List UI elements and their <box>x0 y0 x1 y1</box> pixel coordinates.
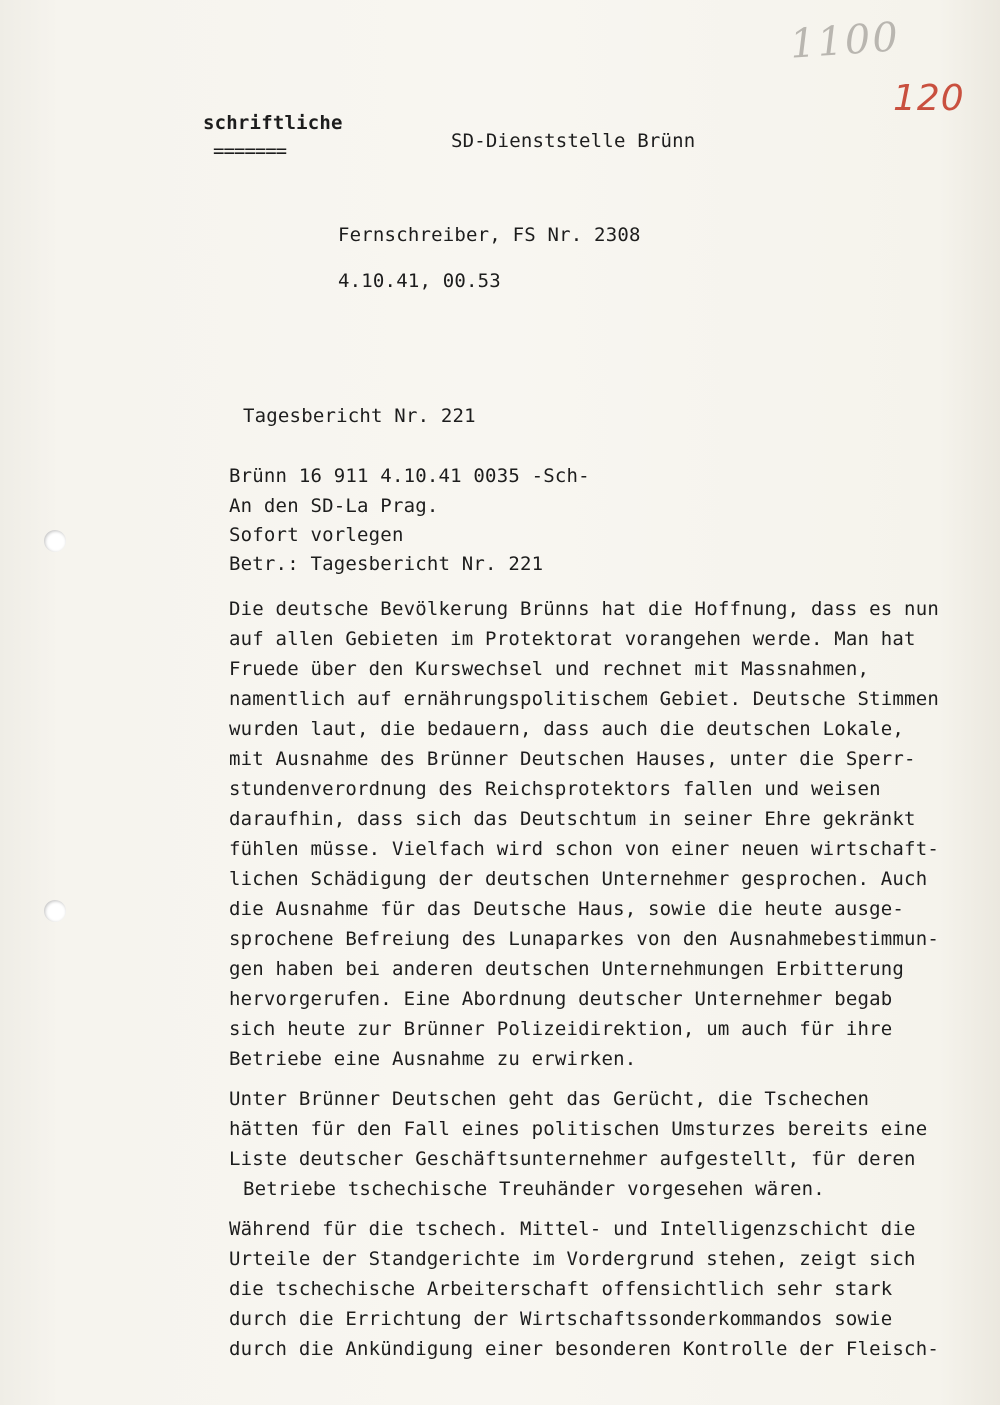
body-line: hätten für den Fall eines politischen Umsturzes bereits eine <box>229 1118 928 1140</box>
telex-datetime: 4.10.41, 00.53 <box>338 270 501 292</box>
body-line: durch die Ankündigung einer besonderen Kontrolle der Fleisch- <box>229 1338 939 1360</box>
body-line: Liste deutscher Geschäftsunternehmer aufgestellt, für deren <box>229 1148 916 1170</box>
routing-line: Brünn 16 911 4.10.41 0035 -Sch- <box>229 465 590 487</box>
routing-line: Sofort vorlegen <box>229 524 404 546</box>
body-line: daraufhin, dass sich das Deutschtum in seiner Ehre gekränkt <box>229 808 916 830</box>
body-line: fühlen müsse. Vielfach wird schon von einer neuen wirtschaft- <box>229 838 939 860</box>
body-line: auf allen Gebieten im Protektorat vorangehen werde. Man hat <box>229 628 916 650</box>
report-title: Tagesbericht Nr. 221 <box>243 405 476 427</box>
body-line: namentlich auf ernährungspolitischem Gebiet. Deutsche Stimmen <box>229 688 939 710</box>
body-line: die Ausnahme für das Deutsche Haus, sowie die heute ausge- <box>229 898 905 920</box>
header-label: schriftliche <box>203 112 343 134</box>
page-number: 120 <box>893 78 965 119</box>
body-line: die tschechische Arbeiterschaft offensichtlich sehr stark <box>229 1278 893 1300</box>
header-underline: ======= <box>213 140 287 162</box>
body-line: Während für die tschech. Mittel- und Intelligenzschicht die <box>229 1218 916 1240</box>
routing-line: Betr.: Tagesbericht Nr. 221 <box>229 553 544 575</box>
body-line: wurden laut, die bedauern, dass auch die deutschen Lokale, <box>229 718 905 740</box>
body-line: gen haben bei anderen deutschen Unternehmungen Erbitterung <box>229 958 905 980</box>
body-line: Betriebe tschechische Treuhänder vorgesehen wären. <box>243 1178 825 1200</box>
body-line: lichen Schädigung der deutschen Unternehmer gesprochen. Auch <box>229 868 928 890</box>
body-line: Die deutsche Bevölkerung Brünns hat die Hoffnung, dass es nun <box>229 598 939 620</box>
body-line: Fruede über den Kurswechsel und rechnet mit Massnahmen, <box>229 658 870 680</box>
body-line: Urteile der Standgerichte im Vordergrund stehen, zeigt sich <box>229 1248 916 1270</box>
body-line: Unter Brünner Deutschen geht das Gerücht, die Tschechen <box>229 1088 870 1110</box>
pencil-mark: 1100 <box>788 14 902 68</box>
body-line: sich heute zur Brünner Polizeidirektion, um auch für ihre <box>229 1018 893 1040</box>
body-line: hervorgerufen. Eine Abordnung deutscher Unternehmer begab <box>229 988 893 1010</box>
routing-line: An den SD-La Prag. <box>229 495 439 517</box>
body-line: durch die Errichtung der Wirtschaftssonderkommandos sowie <box>229 1308 893 1330</box>
body-line: mit Ausnahme des Brünner Deutschen Hauses, unter die Sperr- <box>229 748 916 770</box>
body-line: stundenverordnung des Reichsprotektors fallen und weisen <box>229 778 881 800</box>
telex-number: Fernschreiber, FS Nr. 2308 <box>338 224 641 246</box>
body-line: sprochene Befreiung des Lunaparkes von den Ausnahmebestimmun- <box>229 928 939 950</box>
punch-hole <box>44 900 66 922</box>
office-name: SD-Dienststelle Brünn <box>451 130 696 152</box>
body-line: Betriebe eine Ausnahme zu erwirken. <box>229 1048 637 1070</box>
punch-hole <box>44 530 66 552</box>
